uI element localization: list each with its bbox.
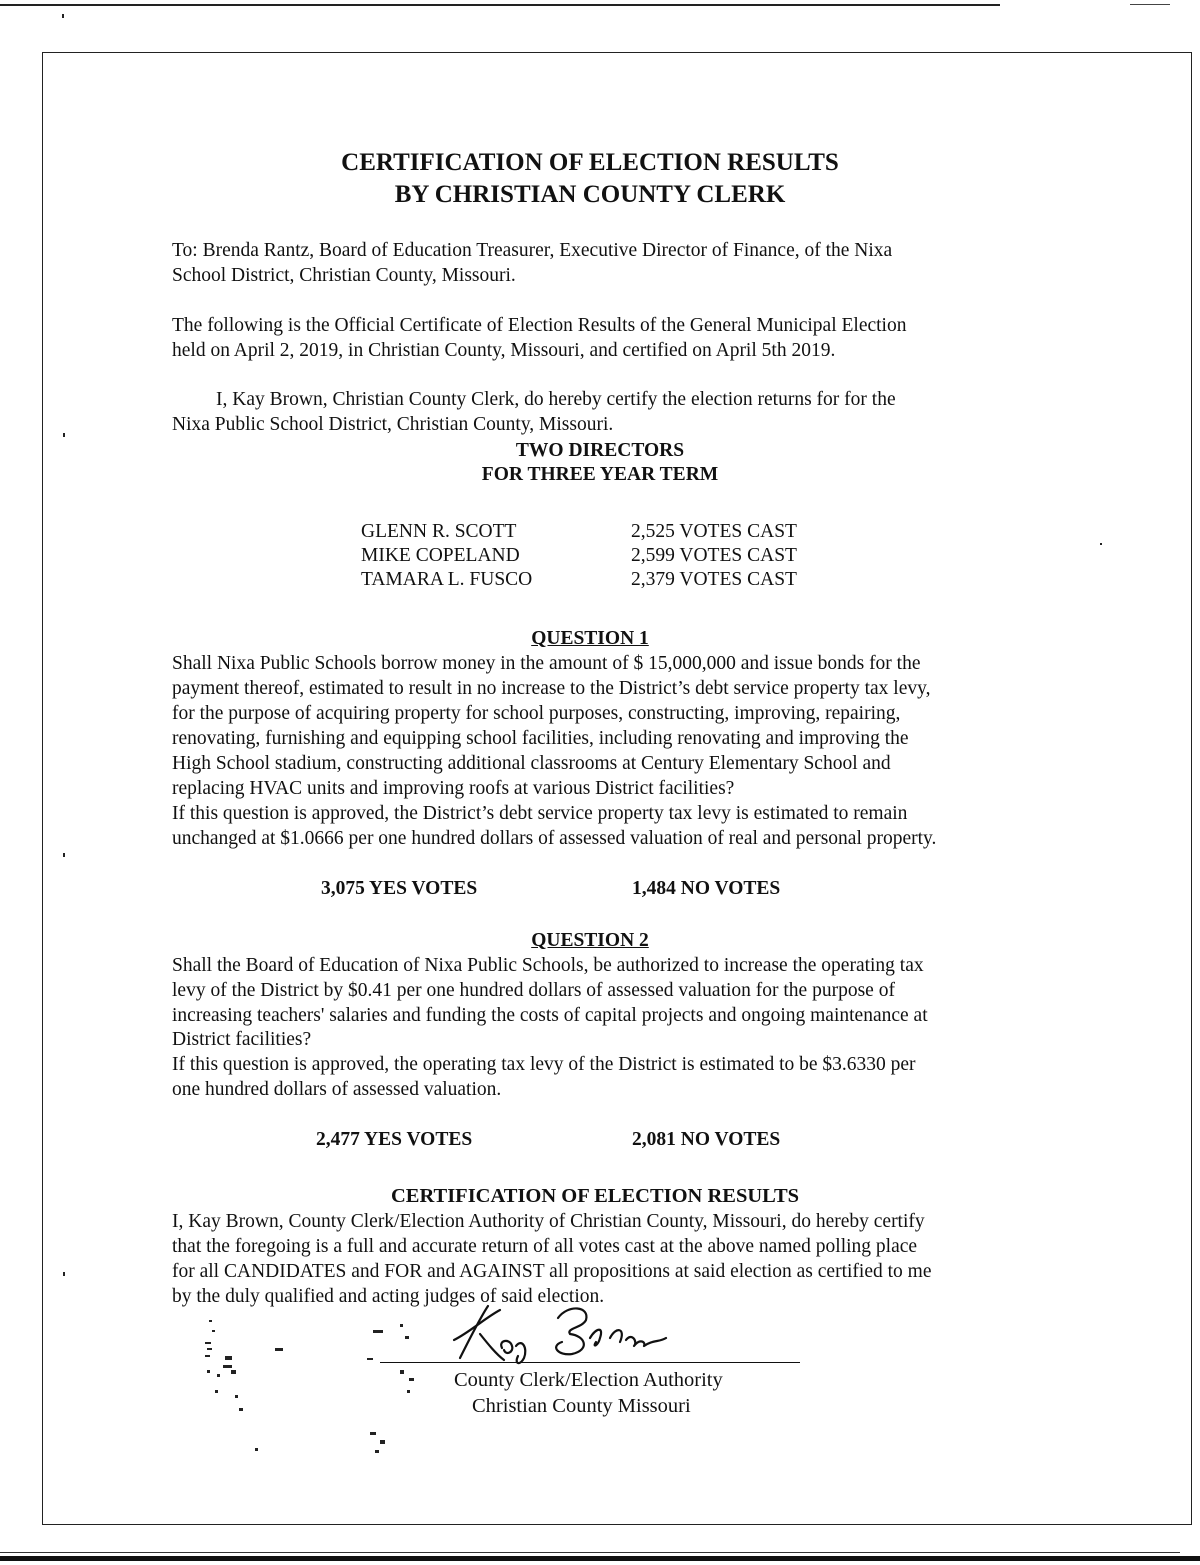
final-certification-heading: CERTIFICATION OF ELECTION RESULTS xyxy=(390,1185,800,1207)
question2-text-line: Shall the Board of Education of Nixa Public Schools, be authorized to increase the operating tax xyxy=(172,955,924,976)
final-certification-line: for all CANDIDATES and FOR and AGAINST all propositions at said election as certified to me xyxy=(172,1261,932,1282)
question2-text-line: one hundred dollars of assessed valuation. xyxy=(172,1079,502,1100)
candidate-votes: 2,599 VOTES CAST xyxy=(631,545,797,566)
candidate-votes: 2,525 VOTES CAST xyxy=(631,521,797,542)
final-certification-line: by the duly qualified and acting judges of said election. xyxy=(172,1286,605,1307)
question1-no-votes: 1,484 NO VOTES xyxy=(632,878,781,899)
question1-text-line: replacing HVAC units and improving roofs at various District facilities? xyxy=(172,778,735,799)
final-certification-line: that the foregoing is a full and accurate return of all votes cast at the above named polling place xyxy=(172,1236,918,1257)
signature-title-line2: Christian County Missouri xyxy=(472,1395,691,1417)
addressee-line1: To: Brenda Rantz, Board of Education Treasurer, Executive Director of Finance, of the Nixa xyxy=(172,240,893,261)
scan-edge-top xyxy=(0,4,1000,6)
race-heading-line2: FOR THREE YEAR TERM xyxy=(481,464,719,485)
question1-text-line: High School stadium, constructing additional classrooms at Century Elementary School and xyxy=(172,753,891,774)
embossed-seal-marks xyxy=(195,1300,425,1470)
handwritten-signature xyxy=(440,1298,730,1368)
question1-yes-votes: 3,075 YES VOTES xyxy=(321,878,478,899)
intro-line2: held on April 2, 2019, in Christian County, Missouri, and certified on April 5th 2019. xyxy=(172,340,836,361)
question2-text-line: increasing teachers' salaries and funding the costs of capital projects and ongoing maintenance at xyxy=(172,1005,928,1026)
race-heading-line1: TWO DIRECTORS xyxy=(515,440,685,461)
document-title-line2: BY CHRISTIAN COUNTY CLERK xyxy=(394,181,786,208)
intro-line1: The following is the Official Certificate of Election Results of the General Municipal Election xyxy=(172,315,907,336)
candidate-name: MIKE COPELAND xyxy=(361,545,520,566)
candidate-votes: 2,379 VOTES CAST xyxy=(631,569,797,590)
question1-text-line: Shall Nixa Public Schools borrow money in the amount of $ 15,000,000 and issue bonds for the xyxy=(172,653,921,674)
question2-heading: QUESTION 2 xyxy=(531,930,649,951)
question1-heading: QUESTION 1 xyxy=(531,628,649,649)
question2-no-votes: 2,081 NO VOTES xyxy=(632,1129,781,1150)
certify-line1: I, Kay Brown, Christian County Clerk, do hereby certify the election returns for for the xyxy=(216,389,896,410)
final-certification-line: I, Kay Brown, County Clerk/Election Authority of Christian County, Missouri, do hereby certify xyxy=(172,1211,925,1232)
signature-line xyxy=(380,1362,800,1363)
question1-text-line: renovating, furnishing and equipping school facilities, including renovating and improving the xyxy=(172,728,909,749)
question2-text-line: levy of the District by $0.41 per one hundred dollars of assessed valuation for the purpose of xyxy=(172,980,895,1001)
question1-text-line: for the purpose of acquiring property for school purposes, constructing, improving, repairing, xyxy=(172,703,901,724)
question2-text-line: District facilities? xyxy=(172,1029,312,1050)
question2-text-line: If this question is approved, the operating tax levy of the District is estimated to be $3.6330 per xyxy=(172,1054,916,1075)
candidate-name: GLENN R. SCOTT xyxy=(361,521,517,542)
document-title-line1: CERTIFICATION OF ELECTION RESULTS xyxy=(341,149,839,176)
candidate-name: TAMARA L. FUSCO xyxy=(361,569,533,590)
question1-text-line: unchanged at $1.0666 per one hundred dollars of assessed valuation of real and personal property. xyxy=(172,828,937,849)
question1-text-line: If this question is approved, the District’s debt service property tax levy is estimated to remain xyxy=(172,803,908,824)
certify-line2: Nixa Public School District, Christian County, Missouri. xyxy=(172,414,614,435)
scan-speck xyxy=(62,14,64,18)
signature-title-line1: County Clerk/Election Authority xyxy=(454,1369,723,1391)
scan-edge-top-mark xyxy=(1130,4,1170,5)
scan-edge-bottom xyxy=(0,1556,1200,1561)
question1-text-line: payment thereof, estimated to result in no increase to the District’s debt service property tax levy, xyxy=(172,678,931,699)
addressee-line2: School District, Christian County, Missouri. xyxy=(172,265,516,286)
question2-yes-votes: 2,477 YES VOTES xyxy=(316,1129,473,1150)
scan-edge-bottom-thin xyxy=(0,1552,1180,1553)
